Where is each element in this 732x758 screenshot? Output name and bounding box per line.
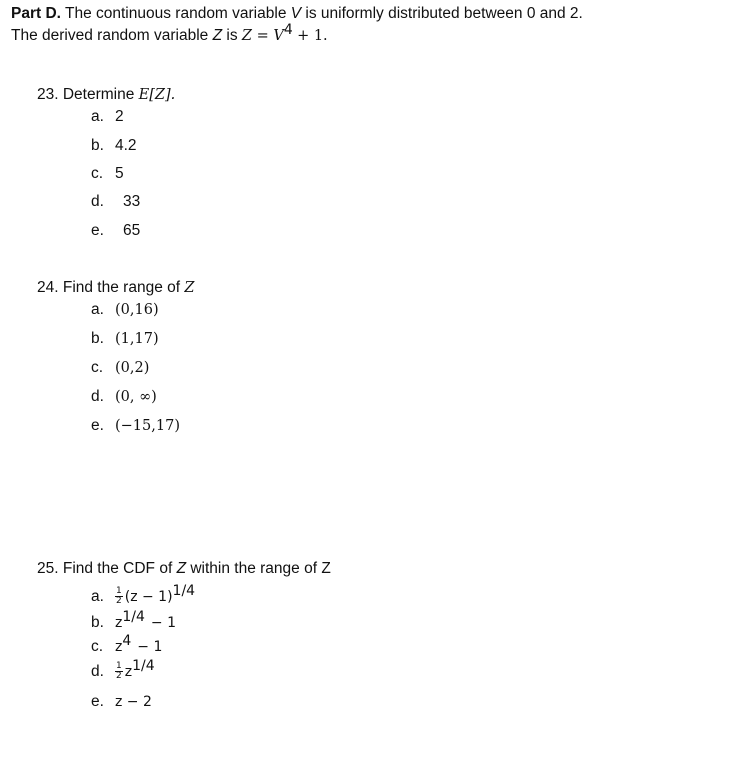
part-d-line2-var: Z	[212, 27, 223, 44]
part-d-prefix: Part D.	[11, 5, 61, 22]
part-d-eq-lhs: Z = V	[241, 28, 284, 44]
option-value: (−15,17)	[115, 418, 180, 434]
option-value: (0,16)	[115, 302, 159, 318]
option-label: a.	[91, 588, 104, 605]
q23-option-c	[91, 164, 124, 184]
option-value: 5	[115, 165, 124, 182]
part-d-line1-var: V	[290, 5, 302, 22]
option-label: b.	[91, 137, 104, 154]
option-exp: 1/4	[172, 582, 196, 599]
q23-option-a	[91, 107, 124, 127]
option-label: a.	[91, 301, 104, 318]
option-label: e.	[91, 222, 104, 239]
option-exp: 1/4	[122, 608, 145, 625]
part-d-eq-exp: 4	[283, 21, 293, 38]
q24-option-d	[91, 387, 157, 407]
part-d-line-1	[11, 4, 583, 24]
option-tail: − 1	[150, 615, 176, 631]
q24-option-b	[91, 329, 159, 349]
q24-prompt	[37, 278, 194, 298]
option-value: 65	[123, 222, 141, 239]
half-fraction: $\frac{1}{2}$	[116, 661, 122, 682]
q25-option-c	[91, 632, 163, 657]
option-label: d.	[91, 193, 104, 210]
q25-var: Z	[176, 560, 187, 577]
option-value: 33	[123, 193, 141, 210]
q23-option-b	[91, 136, 137, 156]
option-label: b.	[91, 614, 104, 631]
q25-option-e	[91, 692, 152, 712]
option-expr: z	[115, 639, 123, 655]
option-expr: z	[115, 615, 123, 631]
option-value: (1,17)	[115, 331, 159, 347]
option-label: e.	[91, 417, 104, 434]
option-expr: z	[124, 664, 133, 680]
q25-option-a	[91, 582, 196, 609]
option-label: c.	[91, 638, 104, 655]
q23-expr: E[Z].	[138, 87, 176, 103]
option-expr: z − 2	[115, 694, 152, 710]
option-tail: − 1	[137, 639, 163, 655]
option-label: c.	[91, 359, 104, 376]
q23-option-e	[91, 221, 140, 241]
q23-prompt-text: 23. Determine	[37, 86, 135, 103]
q23-prompt	[37, 85, 175, 105]
q23-option-d	[91, 192, 140, 212]
half-fraction: $\frac{1}{2}$	[116, 586, 122, 607]
q25-option-d	[91, 657, 155, 684]
q24-option-a	[91, 300, 159, 320]
q25-prompt-b: within the range of Z	[190, 560, 331, 577]
option-label: d.	[91, 388, 104, 405]
option-value: (0,2)	[115, 360, 150, 376]
option-value: 2	[115, 108, 124, 125]
option-label: b.	[91, 330, 104, 347]
part-d-line2-is: is	[226, 27, 238, 44]
q25-prompt	[37, 559, 331, 579]
option-label: c.	[91, 165, 104, 182]
q25-prompt-a: 25. Find the CDF of	[37, 560, 173, 577]
option-label: a.	[91, 108, 104, 125]
option-label: e.	[91, 693, 104, 710]
part-d-line1-text: The continuous random variable	[65, 5, 287, 22]
q24-option-e	[91, 416, 180, 436]
option-label: d.	[91, 663, 104, 680]
option-exp: 4	[122, 632, 132, 649]
q24-option-c	[91, 358, 149, 378]
part-d-line2-text: The derived random variable	[11, 27, 209, 44]
option-value: 4.2	[115, 137, 137, 154]
q24-prompt-text: 24. Find the range of	[37, 279, 181, 296]
part-d-line-2	[11, 21, 328, 46]
option-exp: 1/4	[132, 657, 155, 674]
q24-var: Z	[184, 280, 195, 296]
part-d-eq-rhs: + 1.	[297, 28, 328, 44]
q25-option-b	[91, 608, 176, 633]
part-d-line1-rest: is uniformly distributed between 0 and 2.	[305, 5, 583, 22]
option-expr: (z − 1)	[124, 589, 173, 605]
option-value: (0, ∞)	[115, 389, 157, 405]
